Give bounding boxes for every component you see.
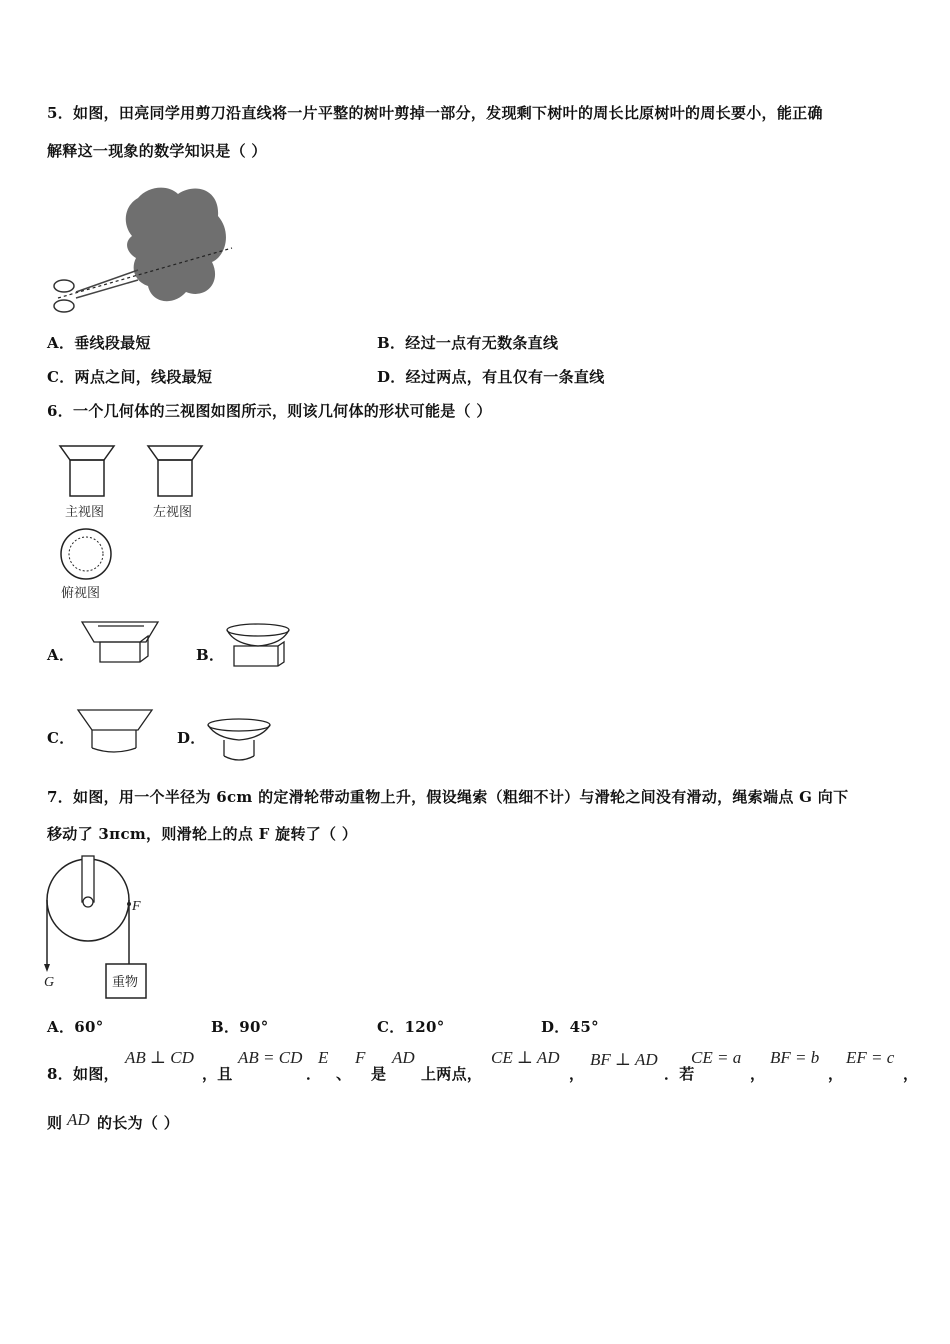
top-view [61,529,111,579]
q8-math-f: F [355,1048,366,1067]
q7-option-c: C．120° [377,1018,445,1036]
q8-math-ef-eq-c: EF = c [846,1048,895,1067]
q8-text-period: ． [306,1065,322,1083]
q7-line2: 移动了 3πcm，则滑轮上的点 F 旋转了（ ） [47,825,358,843]
q6-option-a-label: A． [47,646,75,664]
point-g-label: G [44,975,55,990]
leaf-scissors-figure [46,180,236,320]
q5-option-c: C．两点之间，线段最短 [47,368,213,386]
q8-math-bf-perp-ad: BF ⊥ AD [590,1050,658,1069]
q8-math-ce-eq-a: CE = a [691,1048,742,1067]
q7-line1: 7．如图，用一个半径为 6cm 的定滑轮带动重物上升，假设绳索（粗细不计）与滑轮之间没有滑动，绳索端点 G 向下 [47,788,849,806]
q5-line2: 解释这一现象的数学知识是（ ） [47,142,267,160]
q8-text-comma1: ， [569,1065,585,1083]
q6-line1: 6．一个几何体的三视图如图所示，则该几何体的形状可能是（ ） [47,402,492,420]
weight-label: 重物 [112,975,139,990]
q8-text-two-points: 上两点， [421,1065,483,1083]
scissors-icon [54,270,138,312]
q8-text-is: 是 [371,1065,387,1083]
q5-option-b: B．经过一点有无数条直线 [377,334,559,352]
front-view-caption: 主视图 [65,505,105,520]
front-view [60,446,114,496]
leaf-shape [126,188,226,302]
q8-text-if: ．若 [664,1065,695,1083]
left-view [148,446,202,496]
left-view-caption: 左视图 [153,505,193,520]
q7-option-d: D．45° [541,1018,599,1036]
q7-option-a: A．60° [47,1018,104,1036]
q5-option-d: D．经过两点，有且仅有一条直线 [377,368,605,386]
q8-line2-prefix: 则 [47,1114,63,1132]
q8-text-comma4: ， [903,1065,919,1083]
q6-option-d-label: D． [177,729,206,747]
q6-option-c-shape [74,704,156,756]
q8-text-comma2: ， [750,1065,766,1083]
q8-math-ad-2: AD [67,1110,90,1129]
q6-option-b-shape [222,620,298,672]
q8-text-and: ，且 [202,1065,233,1083]
q8-text-dun: 、 [336,1065,352,1083]
q8-math-e: E [318,1048,329,1067]
q8-math-bf-eq-b: BF = b [770,1048,820,1067]
q5-option-a: A．垂线段最短 [47,334,151,352]
q6-option-a-shape [78,616,162,666]
q6-option-b-label: B． [196,646,225,664]
q8-math-ad: AD [392,1048,415,1067]
q6-option-c-label: C． [47,729,75,747]
top-view-caption: 俯视图 [61,586,101,601]
q7-option-b: B．90° [211,1018,269,1036]
q8-math-ab-eq-cd: AB = CD [238,1048,303,1067]
q8-math-ab-perp-cd: AB ⊥ CD [125,1048,194,1067]
q8-math-ce-perp-ad: CE ⊥ AD [491,1048,560,1067]
q5-line1: 5．如图，田亮同学用剪刀沿直线将一片平整的树叶剪掉一部分，发现剩下树叶的周长比原树叶的周长要小，能正确 [47,104,823,122]
q8-text-comma3: ， [828,1065,844,1083]
q8-line2-suffix: 的长为（ ） [97,1114,180,1132]
point-f-label: F [132,899,141,914]
pulley-figure [44,852,156,1004]
q6-option-d-shape [204,716,274,766]
three-views-figure [50,440,220,605]
q8-prefix: 8．如图， [47,1065,119,1083]
